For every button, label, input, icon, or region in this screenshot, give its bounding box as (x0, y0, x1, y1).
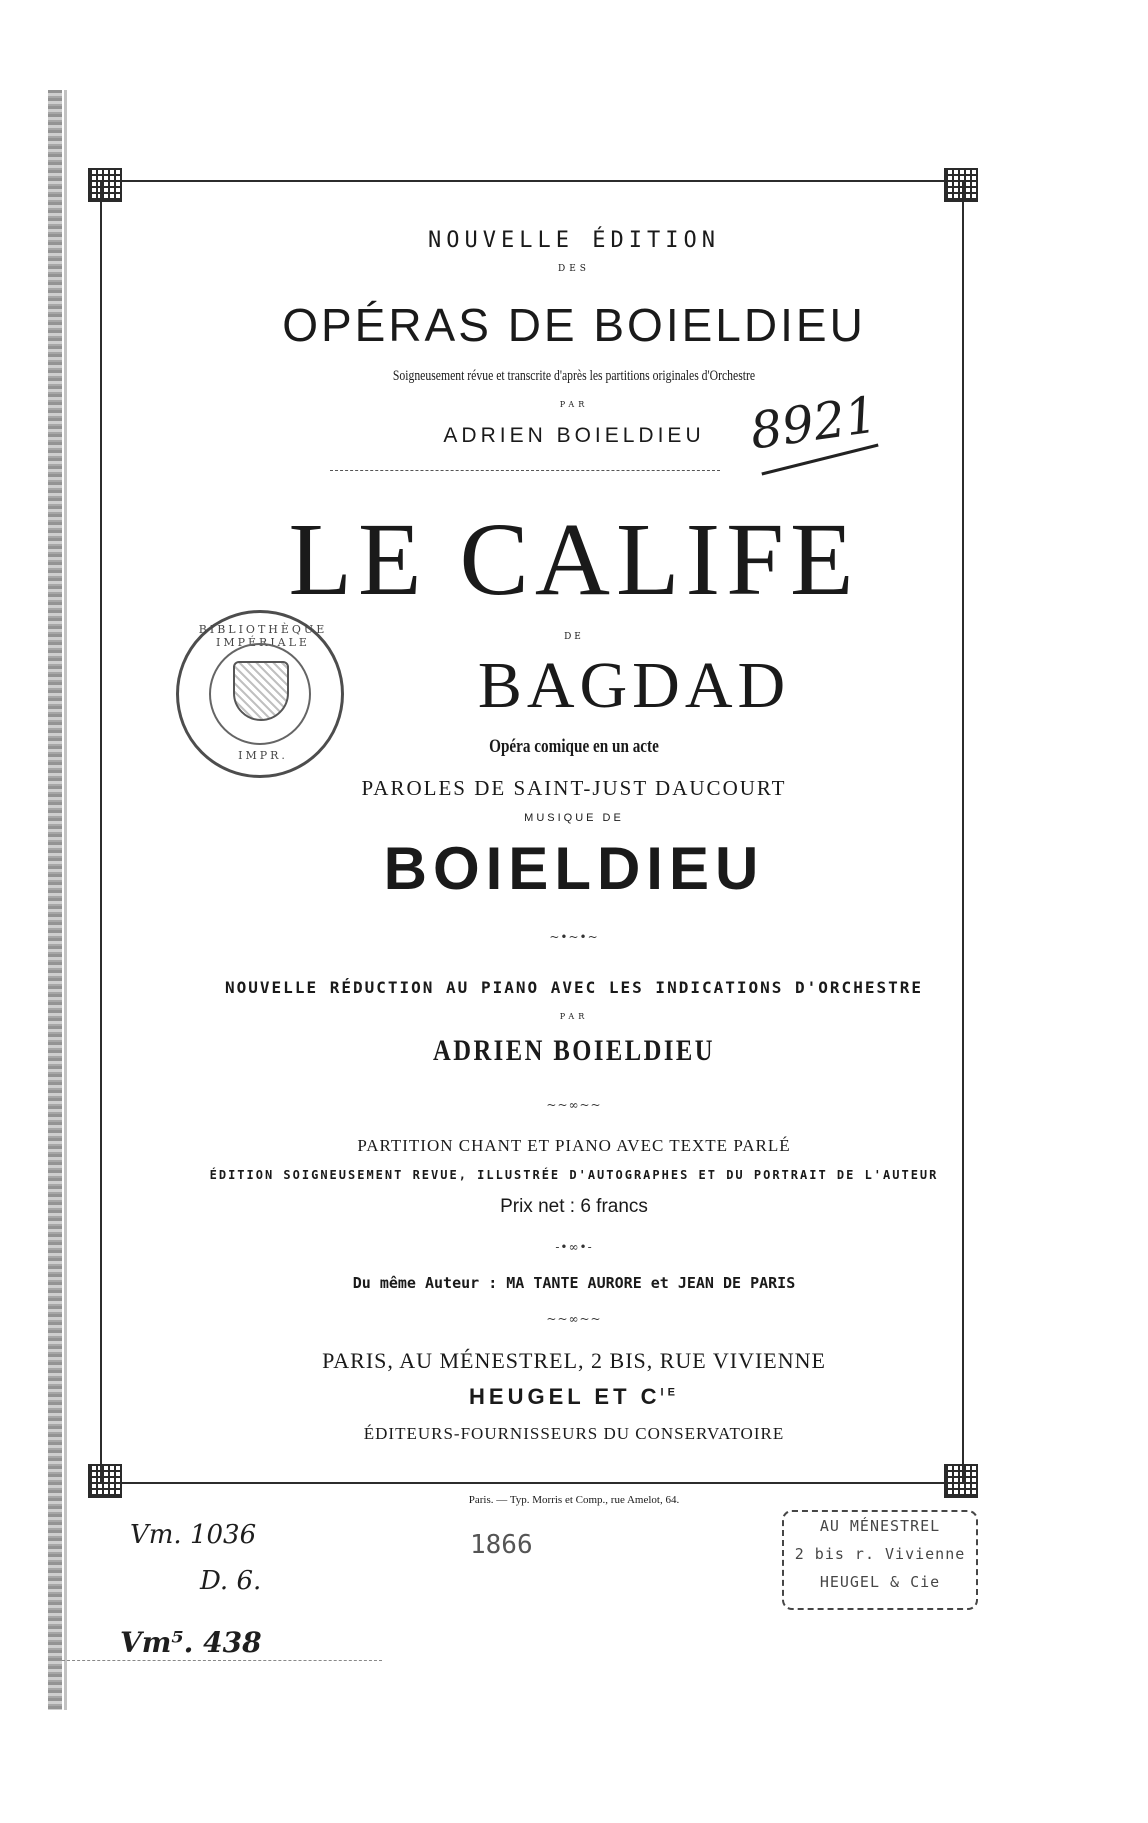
des-label: DES (558, 264, 590, 274)
publisher-stamp-line-3: HEUGEL & Cie (819, 1573, 941, 1591)
publisher-role: ÉDITEURS-FOURNISSEURS DU CONSERVATOIRE (363, 1424, 785, 1443)
ornament-divider-icon-2: ~~∞~~ (546, 1098, 602, 1112)
printer-line: Paris. — Typ. Morris et Comp., rue Amelot, 64. (468, 1494, 680, 1506)
publisher-address: PARIS, AU MÉNESTREL, 2 BIS, RUE VIVIENNE (322, 1348, 826, 1373)
library-stamp-text: BIBLIOTHÈQUE IMPÉRIALE (198, 623, 328, 649)
ornament-corner-bottom-left-icon (88, 1464, 122, 1498)
edition-heading: NOUVELLE ÉDITION (428, 228, 720, 253)
publisher-name-text: HEUGEL ET C (469, 1384, 661, 1409)
ornament-divider-icon: ~•~•~ (549, 930, 599, 944)
shelf-mark-1: Vm. 1036 (130, 1520, 257, 1550)
work-title-2: BAGDAD (477, 649, 791, 722)
ornament-divider-icon-4: ~~∞~~ (546, 1312, 602, 1326)
ornament-corner-top-left-icon (88, 168, 122, 202)
publisher-name-sup: IE (660, 1386, 679, 1399)
year-stamp: 1866 (470, 1530, 533, 1560)
margin-line (62, 1660, 382, 1662)
crest-icon (233, 661, 289, 721)
series-title: OPÉRAS DE BOIELDIEU (282, 299, 866, 351)
same-author-line: Du même Auteur : MA TANTE AURORE et JEAN DE PARIS (352, 1274, 796, 1292)
composer-name: BOIELDIEU (383, 835, 765, 902)
editor-name: ADRIEN BOIELDIEU (443, 424, 705, 447)
publisher-stamp-line-2: 2 bis r. Vivienne (794, 1545, 966, 1563)
librettist-line: PAROLES DE SAINT-JUST DAUCOURT (361, 776, 787, 800)
arranger-name: ADRIEN BOIELDIEU (432, 1034, 716, 1067)
genre-line: Opéra comique en un acte (489, 736, 659, 757)
par-label: PAR (559, 400, 589, 409)
ornament-divider-icon-3: -•∞•- (555, 1240, 593, 1254)
library-stamp-subtext: IMPR. (238, 749, 288, 762)
par-label-2: PAR (559, 1012, 589, 1021)
publisher-stamp (782, 1510, 978, 1610)
publisher-stamp-line-1: AU MÉNESTREL (819, 1517, 941, 1535)
series-subtitle: Soigneusement révue et transcrite d'après les partitions originales d'Orchestre (392, 368, 756, 384)
work-title: LE CALIFE (288, 502, 860, 617)
musique-de-label: MUSIQUE DE (524, 812, 624, 824)
ornament-corner-bottom-right-icon (944, 1464, 978, 1498)
reduction-heading: NOUVELLE RÉDUCTION AU PIANO AVEC LES INDICATIONS D'ORCHESTRE (225, 978, 923, 997)
edition-description: ÉDITION SOIGNEUSEMENT REVUE, ILLUSTRÉE D'AUTOGRAPHES ET DU PORTRAIT DE L'AUTEUR (209, 1168, 939, 1182)
price-line: Prix net : 6 francs (500, 1196, 648, 1217)
shelf-mark-2: D. 6. (200, 1566, 262, 1596)
shelf-mark-3: Vm⁵. 438 (120, 1626, 262, 1659)
de-label: DE (564, 632, 584, 642)
ornament-corner-top-right-icon (944, 168, 978, 202)
catalog-number-handwritten: 8921 (746, 385, 881, 461)
partition-line: PARTITION CHANT ET PIANO AVEC TEXTE PARLÉ (357, 1136, 791, 1155)
publisher-name (0, 1384, 1148, 1410)
divider-rule (330, 470, 720, 472)
